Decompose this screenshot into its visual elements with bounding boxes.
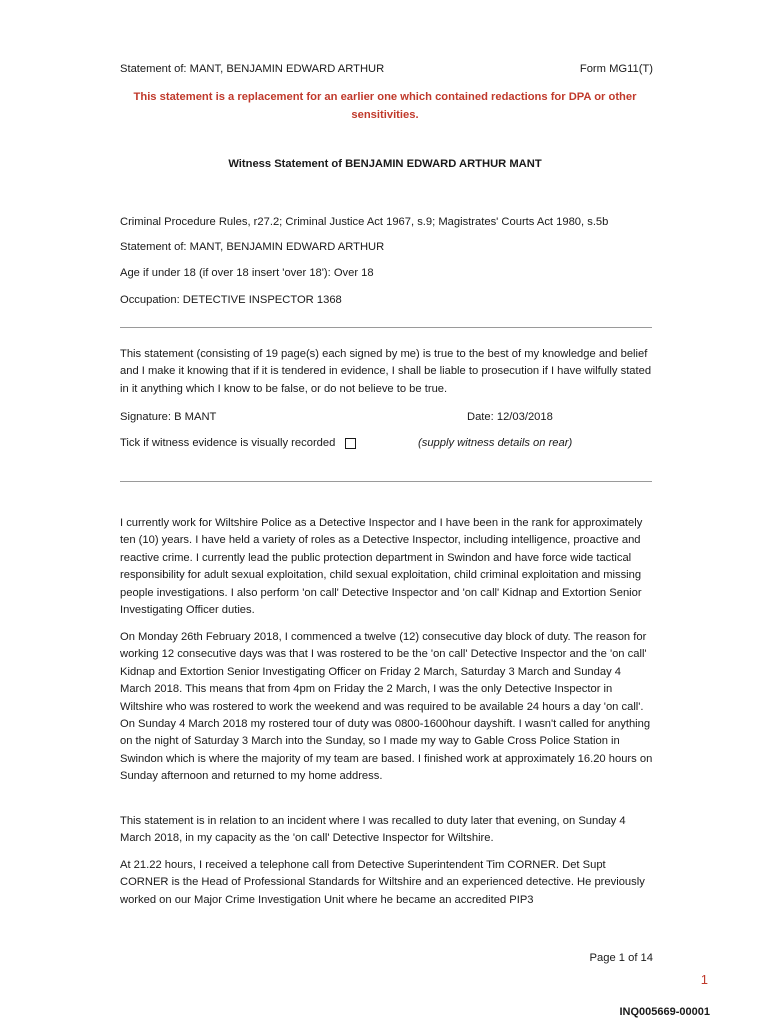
- divider: [120, 327, 652, 328]
- header-statement-of: Statement of: MANT, BENJAMIN EDWARD ARTHUR: [120, 63, 385, 75]
- supply-note: (supply witness details on rear): [418, 437, 573, 449]
- body-paragraph: This statement is in relation to an incident where I was recalled to duty later that evening, on Sunday 4 March 2018, in my capacity as the 'on call' Detective Inspector for Wiltshire.: [120, 815, 626, 845]
- notice-line-1: This statement is a replacement for an earlier one which contained redactions for DPA or other: [133, 91, 637, 103]
- replacement-notice: [110, 88, 660, 124]
- notice-line-2: sensitivities.: [351, 109, 419, 121]
- visual-record-checkbox[interactable]: [345, 438, 356, 449]
- body-paragraph: I currently work for Wiltshire Police as a Detective Inspector and I have been in the rank for approximately ten (10) years. I have held a variety of roles as a Detective Inspector, including intelligence, proactive and reactive crime. I currently lead the public protection department in Swindon and have force wide tactical responsibility for adult sexual exploitation, child sexual exploitation, child criminal exploitation and missing people investigations. I also perform 'on call' Detective Inspector and 'on call' Kidnap and Extortion Senior Investigating Officer duties.: [120, 517, 643, 617]
- divider: [120, 481, 652, 482]
- visual-record-row: [120, 437, 356, 449]
- body-paragraph: On Monday 26th February 2018, I commenced a twelve (12) consecutive day block of duty. The reason for working 12 consecutive days was that I was rostered to be the 'on call' Detective Inspector and the 'on call' Kidnap and Extortion Senior Investigating Officer on Friday 2 March, Saturday 3 March and Sunday 4 March 2018. This means that from 4pm on Friday the 2 March, I was the only Detective Inspector in Wiltshire who was rostered to work the weekend and was required to be available 24 hours a day 'on call'. On Sunday 4 March 2018 my rostered tour of duty was 0800-1600hour dayshift. I wasn't called for anything on the night of Saturday 3 March into the Sunday, so I made my way to Gable Cross Police Station in Swindon which is where the majority of my team are based. I finished work at approximately 16.20 hours on Sunday afternoon and returned to my home address.: [120, 631, 653, 783]
- document-id: INQ005669-00001: [619, 1006, 710, 1018]
- statement-of-field: Statement of: MANT, BENJAMIN EDWARD ARTHUR: [120, 241, 385, 253]
- occupation-field: Occupation: DETECTIVE INSPECTOR 1368: [120, 294, 342, 306]
- signature: Signature: B MANT: [120, 411, 217, 423]
- rules-reference: Criminal Procedure Rules, r27.2; Criminal Justice Act 1967, s.9; Magistrates' Courts Act 1980, s.5b: [120, 216, 609, 228]
- document-title: Witness Statement of BENJAMIN EDWARD ARTHUR MANT: [228, 158, 542, 170]
- red-page-number: 1: [700, 972, 708, 987]
- form-number: Form MG11(T): [579, 63, 653, 75]
- declaration-text: This statement (consisting of 19 page(s) each signed by me) is true to the best of my knowledge and belief and I make it knowing that if it is tendered in evidence, I shall be liable to prosecution if I have wilfully stated in it anything which I know to be false, or do not believe to be true.: [120, 348, 652, 395]
- statement-date: Date: 12/03/2018: [467, 411, 553, 423]
- body-paragraph: At 21.22 hours, I received a telephone call from Detective Superintendent Tim CORNER. Det Supt CORNER is the Head of Professional Standards for Wiltshire and an experienced detective. He previously worked on our Major Crime Investigation Unit where he became an accredited PIP3: [120, 859, 645, 906]
- page-number: Page 1 of 14: [589, 952, 653, 964]
- age-field: Age if under 18 (if over 18 insert 'over 18'): Over 18: [120, 267, 374, 279]
- visual-record-label: Tick if witness evidence is visually recorded: [120, 437, 336, 449]
